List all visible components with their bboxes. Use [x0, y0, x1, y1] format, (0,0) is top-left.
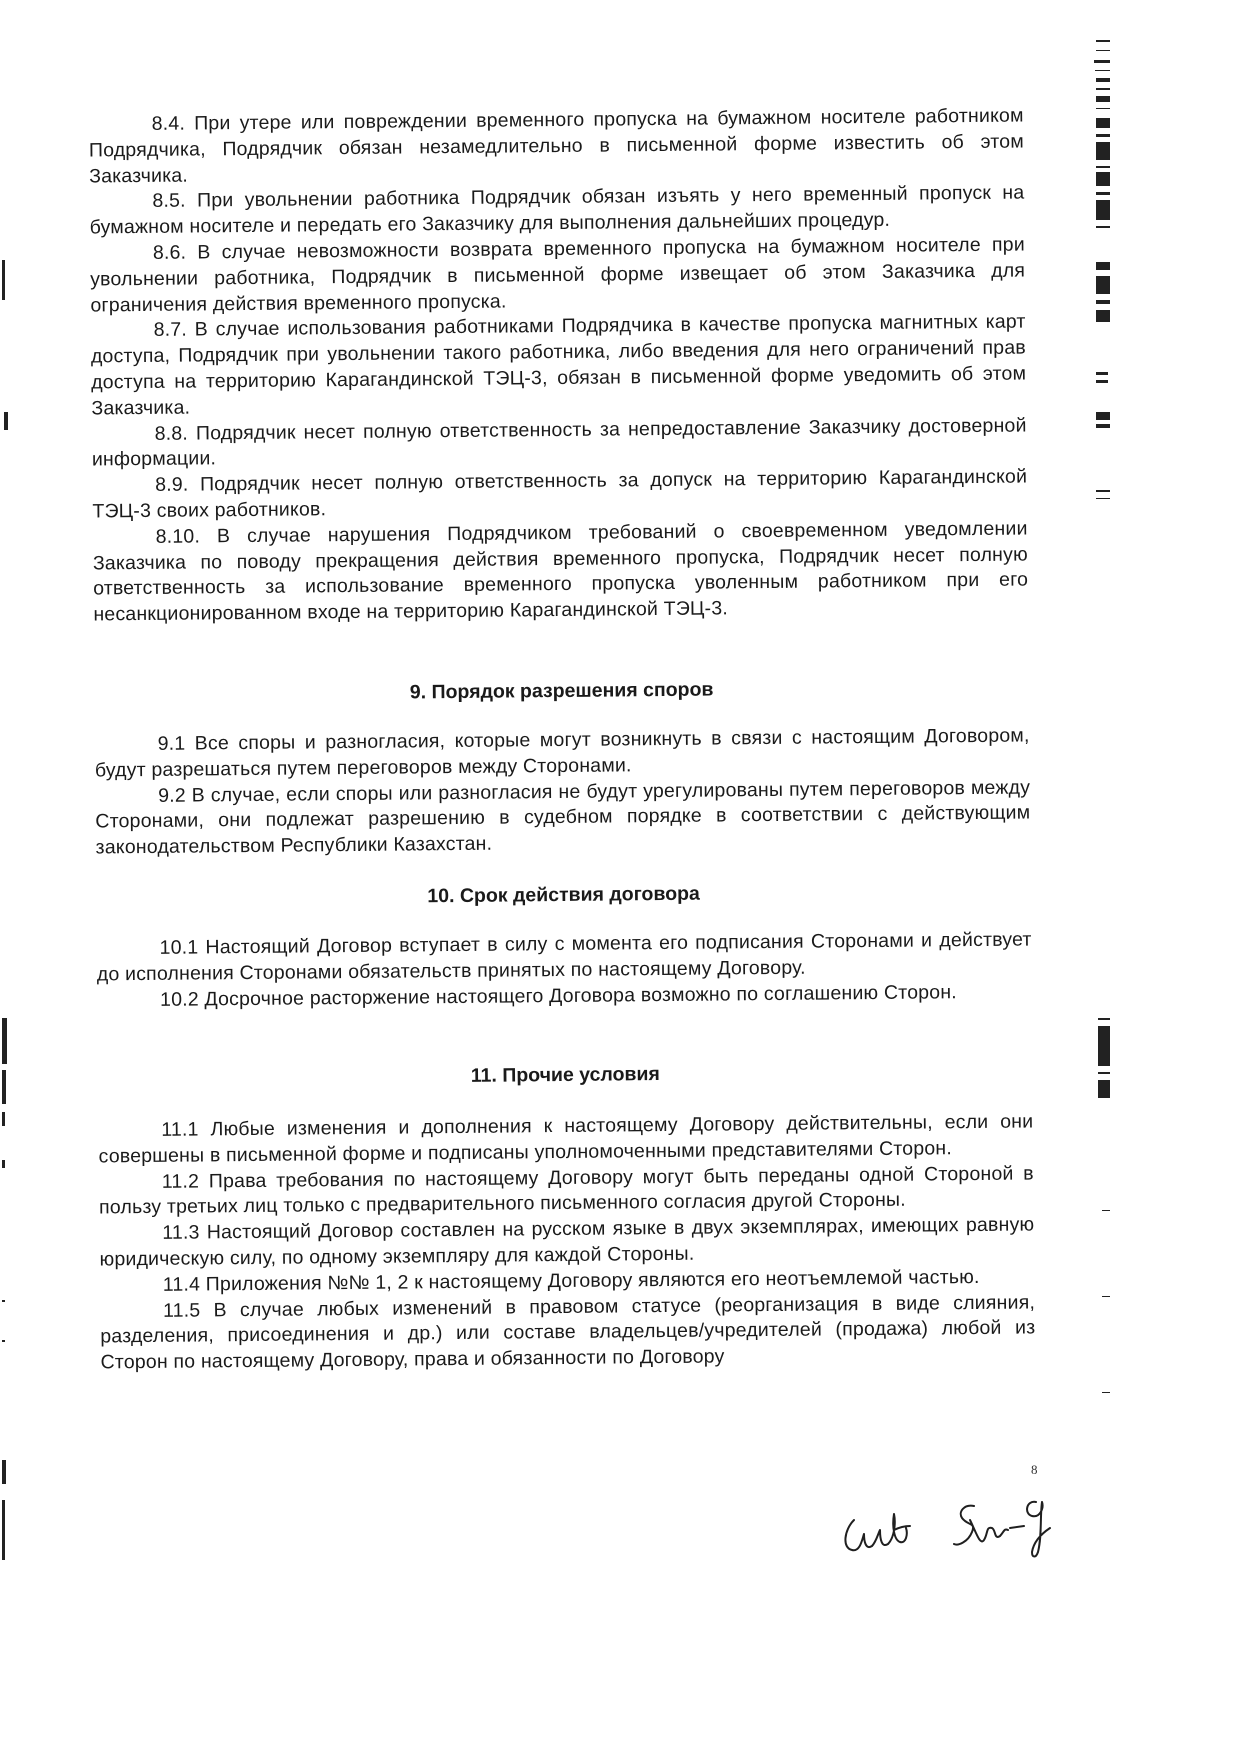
section-9-title: 9. Порядок разрешения споров	[409, 678, 714, 704]
paragraph-11-4: 11.4 Приложения №№ 1, 2 к настоящему Договору являются его неотъемлемой частью.	[162, 1265, 980, 1296]
signature-left	[836, 1500, 916, 1560]
paragraph-8-10: 8.10. В случае нарушения Подрядчиком требований о своевременном уведомлении Заказчика по поводу прекращения действия временного пропуска, Подрядчик несет полную ответственность за использование временного пропуска уволенным работником при его несанкционированном входе на территорию Карагандинской ТЭЦ-3.	[92, 517, 1029, 626]
paragraph-11-2: 11.2 Права требования по настоящему Договору могут быть переданы одной Стороной в пользу третьих лиц только с предварительного письменного согласия другой Стороны.	[98, 1162, 1034, 1219]
paragraph-9-1: 9.1 Все споры и разногласия, которые могут возникнуть в связи с настоящим Договором, будут разрешаться путем переговоров между Сторонами.	[94, 724, 1030, 782]
paragraph-11-3: 11.3 Настоящий Договор составлен на русском языке в двух экземплярах, имеющих равную юридическую силу, по одному экземпляру для каждой Стороны.	[99, 1213, 1035, 1271]
signature-right	[946, 1488, 1066, 1564]
paragraph-10-2: 10.2 Досрочное расторжение настоящего Договора возможно по соглашению Сторон.	[159, 980, 957, 1011]
paragraph-8-8: 8.8. Подрядчик несет полную ответственность за непредоставление Заказчику достоверной информации.	[91, 414, 1027, 471]
section-10-paragraphs	[96, 927, 1032, 1013]
paragraph-11-1: 11.1 Любые изменения и дополнения к настоящему Договору действительны, если они совершены в письменной форме и подписаны уполномоченными представителями Сторон.	[98, 1110, 1034, 1168]
section-11-title: 11. Прочие условия	[470, 1063, 660, 1087]
section-10-title: 10. Срок действия договора	[427, 882, 700, 908]
paragraph-11-5: 11.5 В случае любых изменений в правовом статусе (реорганизация в виде слияния, разделения, присоединения и др.) или составе владельцев/учредителей (продажа) любой из Сторон по настоящему Договору, права и обязанности по Договору	[100, 1291, 1036, 1374]
section-9-paragraphs	[95, 723, 1031, 861]
section-11-paragraphs	[98, 1109, 1035, 1376]
paragraph-8-9: 8.9. Подрядчик несет полную ответственность за допуск на территорию Карагандинской ТЭЦ-3 своих работников.	[92, 465, 1028, 523]
paragraph-8-7: 8.7. В случае использования работниками Подрядчика в качестве пропуска магнитных карт доступа, Подрядчик при увольнении такого работника, либо введения для него ограничений прав доступа на территорию Карагандинской ТЭЦ-3, обязан в письменной форме уведомить об этом Заказчика.	[90, 310, 1027, 420]
paragraph-8-5: 8.5. При увольнении работника Подрядчик обязан изъять у него временный пропуск на бумажном носителе и передать его Заказчику для выполнения дальнейших процедур.	[89, 181, 1025, 239]
paragraph-8-4: 8.4. При утере или повреждении временного пропуска на бумажном носителе работником Подрядчика, Подрядчик обязан незамедлительно в письменной форме известить об этом Заказчика.	[88, 104, 1024, 188]
page-number: 8	[1031, 1462, 1038, 1477]
section-8-paragraphs	[89, 104, 1029, 629]
paragraph-10-1: 10.1 Настоящий Договор вступает в силу с момента его подписания Сторонами и действует до исполнения Сторонами обязательств принятых по настоящему Договору.	[96, 928, 1032, 986]
paragraph-9-2: 9.2 В случае, если споры или разногласия не будут урегулированы путем переговоров между Сторонами, они подлежат разрешению в судебном порядке в соответствии с действующим законодательством Республики Казахстан.	[95, 776, 1031, 859]
paragraph-8-6: 8.6. В случае невозможности возврата временного пропуска на бумажном носителе при увольнении работника, Подрядчик в письменной форме извещает об этом Заказчика для ограничения действия временного пропуска.	[90, 233, 1026, 317]
